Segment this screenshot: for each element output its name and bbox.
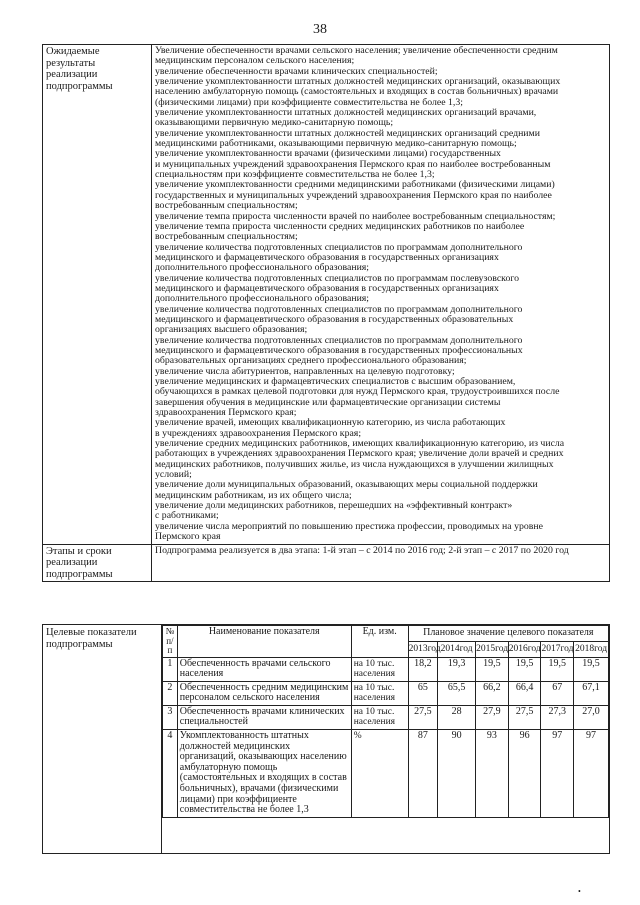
indicator-number: 3	[163, 705, 178, 729]
result-line: медицинского и фармацевтического образования в государственных организациях	[155, 251, 499, 263]
indicator-value: 67	[541, 681, 574, 705]
result-line: увеличение укомплектованности врачами (физическими лицами) государственных	[155, 148, 501, 160]
result-line: медицинским персоналом сельского населения;	[155, 55, 355, 67]
result-line: увеличение доли медицинских работников, перешедших на «эффективный контракт»	[155, 500, 513, 512]
label-line: реализации	[46, 557, 98, 569]
result-line: увеличение количества подготовленных специалистов по программам дополнительного	[155, 334, 523, 346]
result-line: увеличение темпа прироста численности врачей по наиболее востребованным специальностям;	[155, 210, 556, 222]
result-line: увеличение количества подготовленных специалистов по программам дополнительного	[155, 303, 523, 315]
indicator-value: 67,1	[574, 681, 609, 705]
indicator-value: 19,5	[508, 657, 541, 681]
page-mark: •	[578, 887, 581, 896]
label-line: Целевые показатели	[46, 627, 137, 638]
indicators-table	[162, 625, 609, 818]
result-line: организациях высшего образования;	[155, 324, 308, 336]
result-line: медицинскими работниками, оказывающими первичную медико-санитарную помощь;	[155, 138, 517, 150]
result-line: медицинским работникам, из их общего числа;	[155, 489, 352, 501]
indicator-row	[163, 657, 609, 681]
indicators-label	[43, 625, 162, 854]
indicator-number: 2	[163, 681, 178, 705]
label-line: подпрограммы	[46, 80, 113, 92]
result-line: Пермского края	[155, 531, 221, 543]
result-line: медицинского и фармацевтического образования в государственных профессиональных	[155, 344, 523, 356]
year-value: 2017	[541, 644, 561, 655]
indicator-unit: на 10 тыс. населения	[351, 681, 408, 705]
indicator-value: 19,5	[541, 657, 574, 681]
label-line: Ожидаемые	[46, 46, 100, 57]
stages-label	[43, 544, 152, 582]
year-header	[508, 642, 541, 657]
result-line: увеличение количества подготовленных специалистов по программам дополнительного	[155, 241, 523, 253]
year-value: 2018	[575, 644, 595, 655]
result-line: медицинского и фармацевтического образования в государственных организациях	[155, 282, 499, 294]
year-header	[408, 642, 441, 657]
page-number: 38	[313, 22, 327, 37]
year-value: 2014	[440, 644, 460, 655]
label-line: Этапы и сроки	[46, 545, 112, 557]
indicator-number: 1	[163, 657, 178, 681]
year-value: 2015	[476, 644, 496, 655]
year-suffix: год	[427, 644, 441, 655]
indicator-value: 28	[438, 705, 476, 729]
result-line: увеличение укомплектованности штатных должностей медицинских организаций врачами,	[155, 107, 537, 119]
indicator-value: 19,5	[574, 657, 609, 681]
result-line: увеличение средних медицинских работников, имеющих квалификационную категорию, из числа	[155, 438, 565, 450]
result-line: условий;	[155, 469, 192, 481]
indicator-value: 65	[408, 681, 438, 705]
indicator-value: 19,5	[476, 657, 509, 681]
planned-header: Плановое значение целевого показателя	[408, 626, 608, 642]
result-line: дополнительного профессионального образования;	[155, 293, 370, 305]
indicator-value: 27,5	[408, 705, 438, 729]
result-line: обучающихся в рамках целевой подготовки для нужд Пермского края, трудоустроившихся после	[155, 386, 560, 398]
indicator-name: Обеспеченность средним медицинским персоналом сельского населения	[177, 681, 351, 705]
indicator-value: 66,4	[508, 681, 541, 705]
result-line: дополнительного профессионального образования;	[155, 262, 370, 274]
result-line: оказывающими первичную медико-санитарную помощь;	[155, 117, 394, 129]
result-line: увеличение числа абитуриентов, направленных на целевую подготовку;	[155, 365, 455, 377]
result-line: и муниципальных учреждений здравоохранения Пермского края по наиболее востребованным	[155, 158, 551, 170]
indicator-number: 4	[163, 730, 178, 818]
indicator-value: 96	[508, 730, 541, 818]
indicator-name: Укомплектованность штатных должностей медицинских организаций, оказывающих населению амбулаторную помощь (самостоятельных и входящих в состав больничных), врачами (физическими лицами) при коэффициенте совместительства не более 1,3	[177, 730, 351, 818]
unit-header: Ед. изм.	[351, 626, 408, 658]
indicator-row	[163, 705, 609, 729]
result-line: увеличение врачей, имеющих квалификационную категорию, из числа работающих	[155, 417, 506, 429]
year-header	[438, 642, 476, 657]
year-suffix: год	[495, 644, 509, 655]
indicator-value: 97	[541, 730, 574, 818]
result-line: увеличение доли муниципальных образований, оказывающих меры социальной поддержки	[155, 479, 538, 491]
year-header	[541, 642, 574, 657]
year-header	[476, 642, 509, 657]
result-line: медицинских работников, получивших жилье, из числа нуждающихся в улучшении жилищных	[155, 458, 554, 470]
indicator-value: 90	[438, 730, 476, 818]
result-line: завершения обучения в медицинские или фармацевтические организации системы	[155, 396, 501, 408]
result-line: увеличение укомплектованности штатных должностей медицинских организаций средними	[155, 127, 540, 139]
indicator-value: 97	[574, 730, 609, 818]
indicator-value: 66,2	[476, 681, 509, 705]
result-line: работающих в учреждениях здравоохранения Пермского края; увеличение доли врачей и средних	[155, 448, 564, 460]
result-line: увеличение медицинских и фармацевтических специалистов с высшим образованием,	[155, 376, 516, 387]
indicators-table-cell	[162, 625, 610, 854]
label-line: результаты	[46, 57, 96, 69]
result-line: увеличение обеспеченности врачами клинических специальностей;	[155, 65, 438, 77]
stages-row	[43, 544, 610, 582]
result-line: увеличение укомплектованности средними медицинскими работниками (физическими лицами)	[155, 179, 555, 191]
expected-results-row	[43, 45, 610, 545]
indicator-row	[163, 681, 609, 705]
indicator-value: 27,3	[541, 705, 574, 729]
result-line: увеличение темпа прироста численности средних медицинских работников по наиболее	[155, 220, 525, 232]
header-row	[163, 626, 609, 642]
label-line: реализации	[46, 69, 98, 81]
label-line: подпрограммы	[46, 568, 113, 580]
indicator-row	[163, 730, 609, 818]
indicators-section	[42, 624, 610, 854]
indicator-value: 65,5	[438, 681, 476, 705]
indicator-value: 27,5	[508, 705, 541, 729]
result-line: увеличение количества подготовленных специалистов по программам послевузовского	[155, 272, 520, 284]
result-line: увеличение числа мероприятий по повышению престижа профессии, проводимых на уровне	[155, 520, 544, 532]
year-suffix: год	[594, 644, 608, 655]
indicator-value: 19,3	[438, 657, 476, 681]
indicator-value: 27,9	[476, 705, 509, 729]
result-line: образовательных организациях среднего профессионального образования;	[155, 355, 467, 367]
result-line: специальностям при коэффициенте совместительства не более 1,3;	[155, 169, 435, 181]
indicator-value: 87	[408, 730, 438, 818]
result-line: востребованным специальностям;	[155, 200, 298, 212]
name-header: Наименование показателя	[177, 626, 351, 658]
year-header	[574, 642, 609, 657]
result-line: с работниками;	[155, 510, 219, 522]
result-line: населению амбулаторную помощь (самостоятельных и входящих в состав больничных) врачами	[155, 86, 559, 98]
result-line: медицинского и фармацевтического образования в государственных образовательных	[155, 313, 514, 325]
result-line: здравоохранения Пермского края;	[155, 407, 297, 419]
year-value: 2013	[408, 644, 428, 655]
indicators-body	[163, 657, 609, 817]
indicator-value: 18,2	[408, 657, 438, 681]
indicator-unit: на 10 тыс. населения	[351, 705, 408, 729]
expected-results-text	[152, 45, 610, 545]
indicator-value: 93	[476, 730, 509, 818]
year-suffix: год	[560, 644, 574, 655]
result-line: государственных и муниципальных учреждений здравоохранения Пермского края по наиболее	[155, 189, 552, 201]
indicator-unit: %	[351, 730, 408, 818]
indicator-value: 27,0	[574, 705, 609, 729]
indicator-name: Обеспеченность врачами клинических специальностей	[177, 705, 351, 729]
result-line: востребованным специальностям;	[155, 231, 298, 243]
year-suffix: год	[459, 644, 473, 655]
expected-results-label	[43, 45, 152, 545]
stages-text: Подпрограмма реализуется в два этапа: 1-й этап – с 2014 по 2016 год; 2-й этап – с 2017 по 2020 год	[152, 544, 610, 582]
num-header: № п/п	[163, 626, 178, 658]
label-line: подпрограммы	[46, 638, 113, 650]
passport-table	[42, 44, 610, 582]
result-line: Увеличение обеспеченности врачами сельского населения; увеличение обеспеченности средним	[155, 45, 558, 56]
year-suffix: год	[527, 644, 541, 655]
result-line: увеличение укомплектованности штатных должностей медицинских организаций, оказывающих	[155, 76, 561, 88]
indicator-unit: на 10 тыс. населения	[351, 657, 408, 681]
result-line: (физическими лицами) при коэффициенте совместительства не более 1,3;	[155, 96, 463, 108]
result-line: в учреждениях здравоохранения Пермского края;	[155, 427, 362, 439]
year-value: 2016	[508, 644, 528, 655]
indicator-name: Обеспеченность врачами сельского населения	[177, 657, 351, 681]
